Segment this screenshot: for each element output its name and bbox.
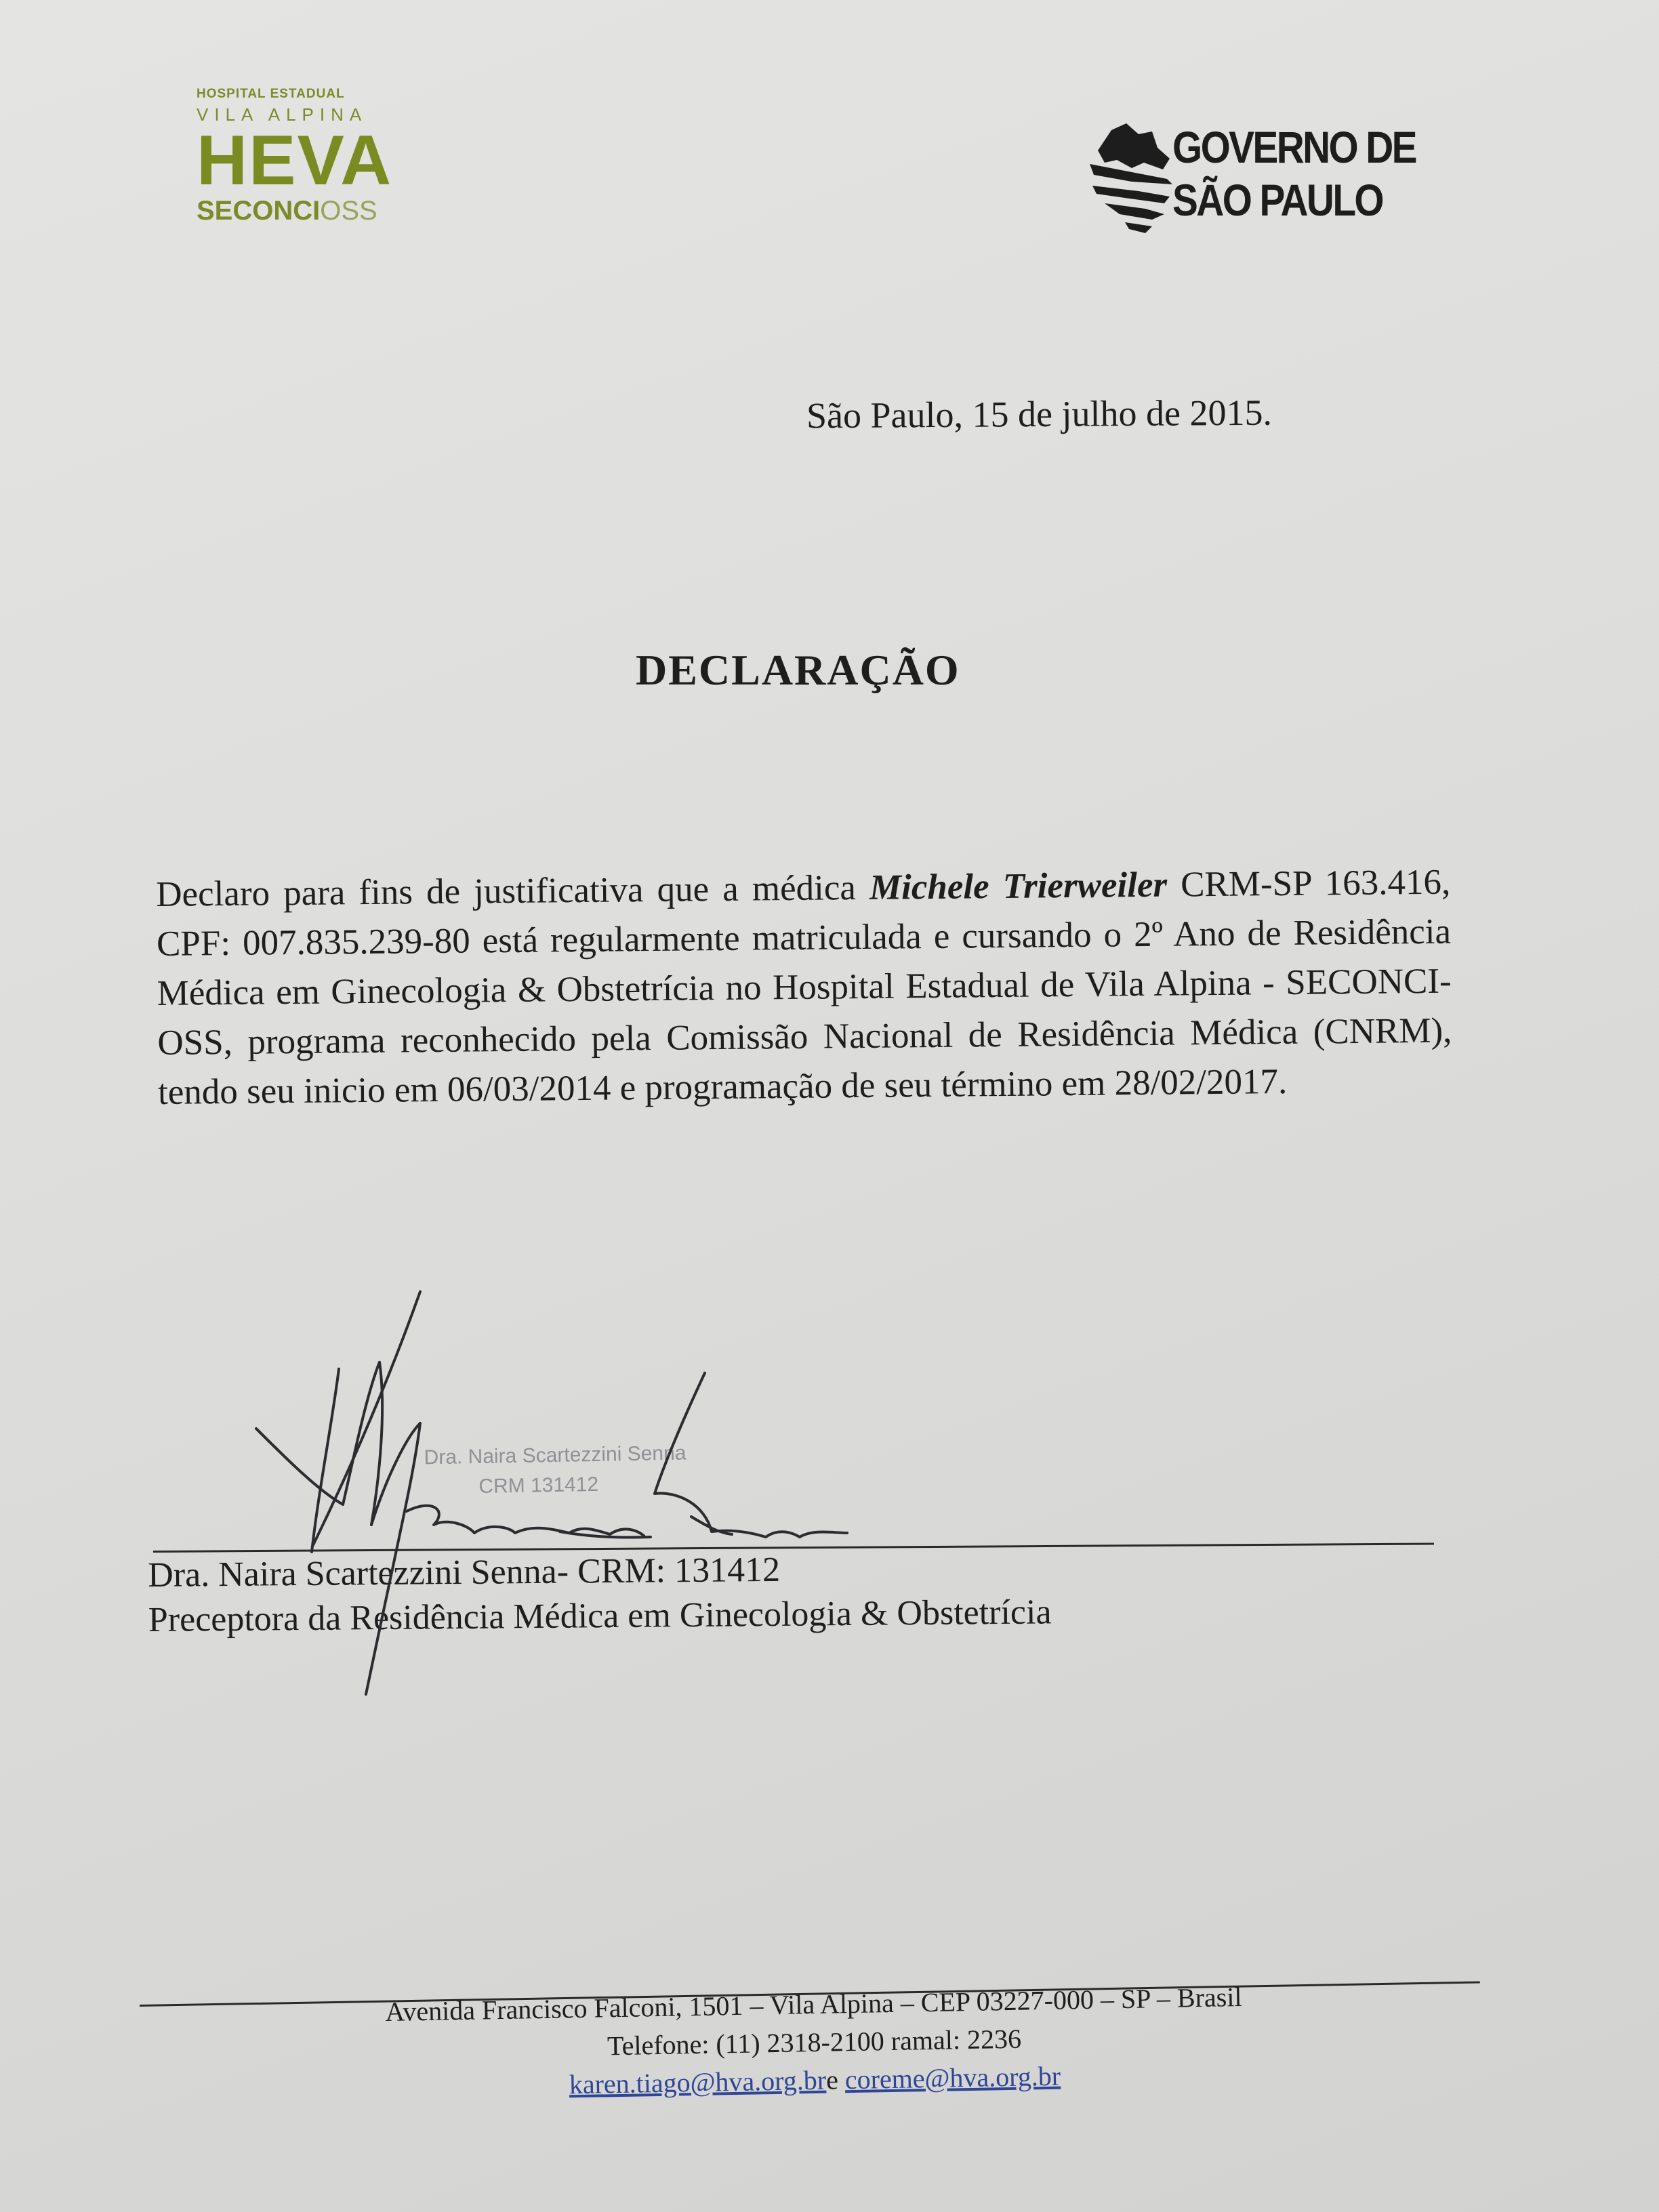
footer-address: Avenida Francisco Falconi, 1501 – Vila Alpina – CEP 03227-000 – SP – Brasil	[385, 1981, 1242, 2028]
governo-sp-logo	[1084, 121, 1416, 243]
document-date: São Paulo, 15 de julho de 2015.	[806, 392, 1273, 436]
heva-logo-seconci-bold: SECONCI	[197, 196, 321, 226]
heva-logo-hospital-line: HOSPITAL ESTADUAL	[197, 87, 345, 101]
footer-phone: Telefone: (11) 2318-2100 ramal: 2236	[607, 2023, 1022, 2062]
declaration-body	[156, 858, 1452, 1118]
governo-sp-line1: GOVERNO DE	[1172, 122, 1416, 172]
signer-role: Preceptora da Residência Médica em Ginecologia & Obstetrícia	[148, 1593, 1052, 1639]
email-link-karen[interactable]: karen.tiago@hva.org.br	[569, 2064, 827, 2100]
signature-stamp	[424, 1439, 687, 1503]
heva-logo-wordmark: HEVA	[197, 121, 393, 200]
heva-logo	[197, 87, 393, 226]
physician-name: Michele Trierweiler	[869, 865, 1168, 907]
heva-logo-oss: OSS	[320, 196, 377, 226]
governo-sp-line2: SÃO PAULO	[1172, 175, 1383, 225]
body-text-details: CRM-SP 163.416, CPF: 007.835.239-80 está regularmente matriculada e cursando o 2º Ano de Residência Médica em Ginecologia & Obstetrícia no Hospital Estadual de Vila Alpina - SECONCI-OSS, programa reconhecido pela Comissão Nacional de Residência Médica (CNRM), tendo seu inicio em 06/03/2014 e programação de seu término em 28/02/2017.	[156, 862, 1452, 1112]
heva-logo-vila-alpina: VILA ALPINA	[197, 104, 368, 125]
document-title: DECLARAÇÃO	[636, 646, 960, 694]
signer-info	[148, 1545, 1052, 1643]
governo-sp-wordmark	[1172, 121, 1416, 226]
stamp-name: Dra. Naira Scartezzini Senna	[424, 1441, 687, 1469]
signer-name-crm: Dra. Naira Scartezzini Senna- CRM: 131412	[148, 1550, 781, 1595]
stamp-crm: CRM 131412	[478, 1473, 599, 1498]
heva-logo-seconci	[197, 196, 393, 226]
email-conjunction: e	[825, 2064, 839, 2095]
footer-contact	[176, 1975, 1452, 2111]
body-text-intro: Declaro para fins de justificativa que a médica	[156, 867, 870, 914]
email-link-coreme[interactable]: coreme@hva.org.br	[844, 2060, 1061, 2095]
sao-paulo-map-icon	[1084, 121, 1186, 243]
